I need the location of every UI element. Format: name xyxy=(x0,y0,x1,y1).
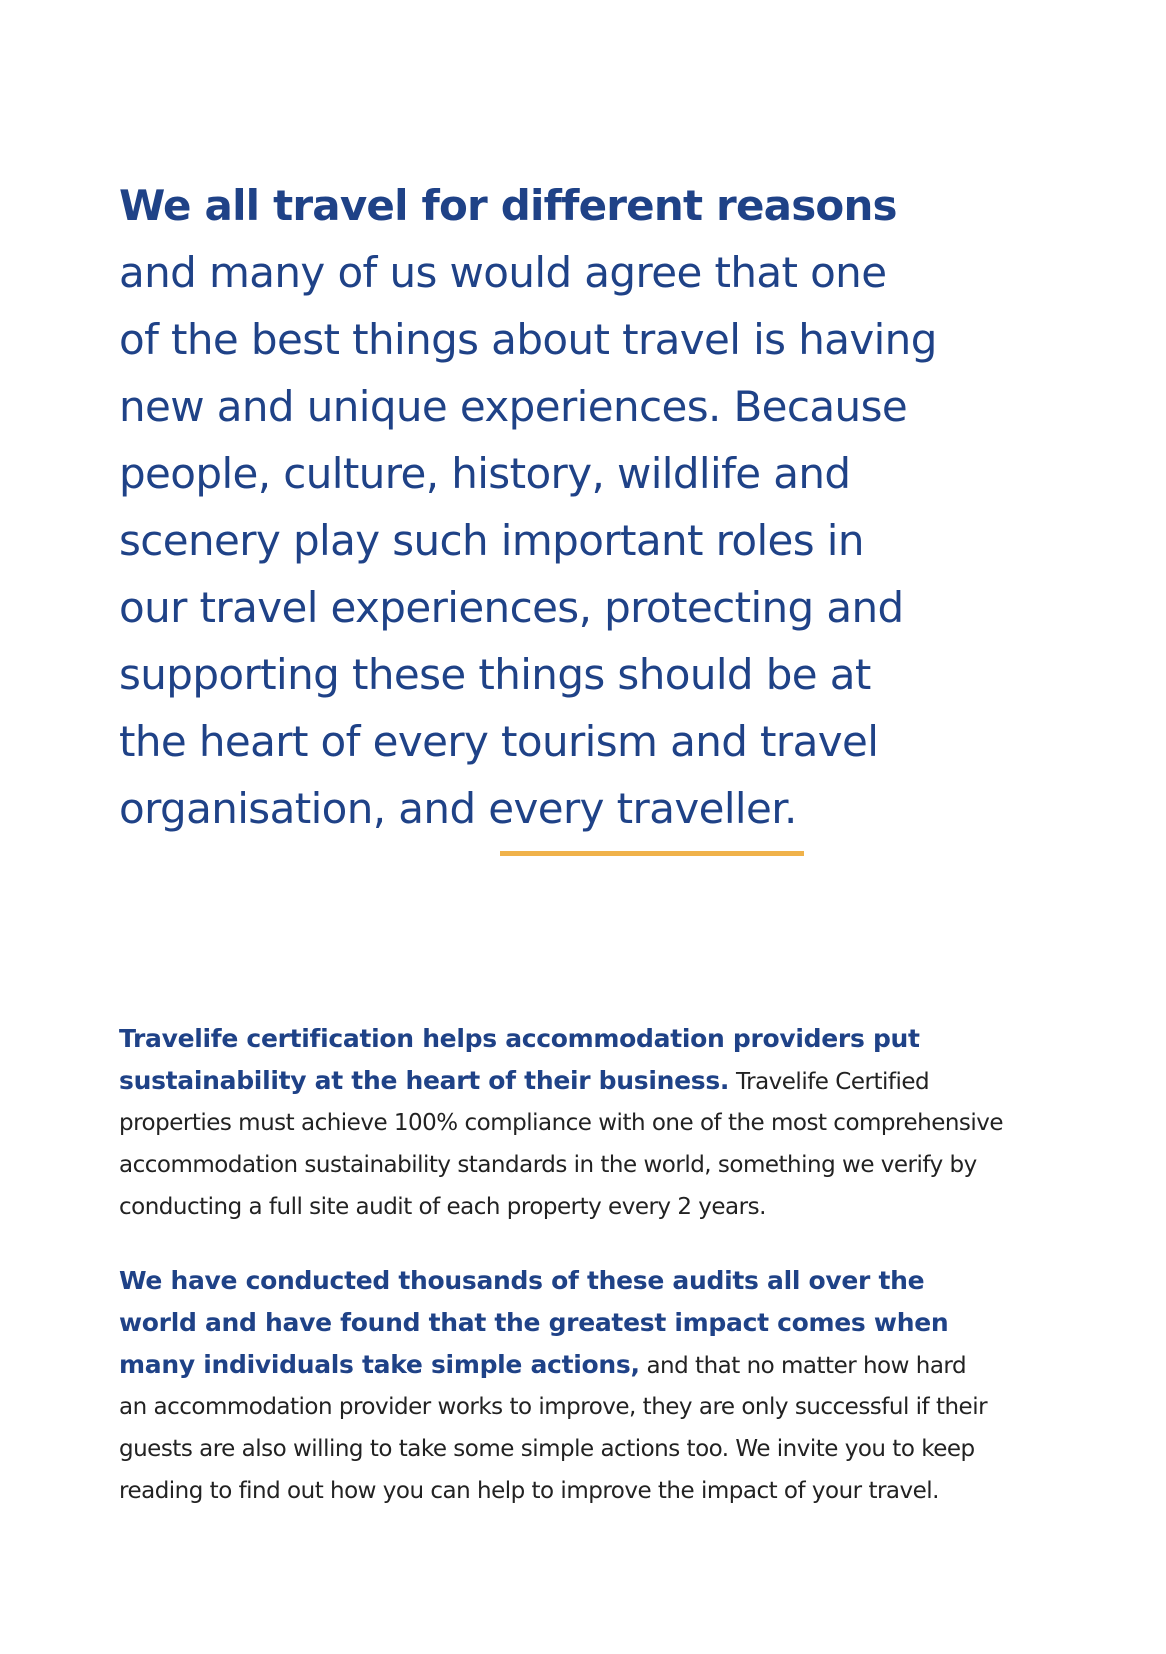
paragraph-audits xyxy=(119,1260,987,1512)
body-text: conducting a full site audit of each property every 2 years. xyxy=(119,1194,766,1220)
paragraph-certification xyxy=(119,1018,1003,1228)
intro-line: new and unique experiences. Because xyxy=(119,382,908,431)
body-text: accommodation sustainability standards in the world, something we verify by xyxy=(119,1152,977,1178)
body-text: an accommodation provider works to improve, they are only successful if their xyxy=(119,1394,988,1420)
body-text: reading to find out how you can help to improve the impact of your travel. xyxy=(119,1478,939,1504)
intro-block xyxy=(119,172,937,842)
body-text: guests are also willing to take some simple actions too. We invite you to keep xyxy=(119,1436,975,1462)
body-text: and that no matter how hard xyxy=(639,1353,967,1379)
intro-line: organisation, and every traveller. xyxy=(119,784,797,833)
lead-text: many individuals take simple actions, xyxy=(119,1350,640,1379)
accent-divider xyxy=(500,851,804,856)
intro-heading: We all travel for different reasons xyxy=(119,181,897,230)
intro-line: the heart of every tourism and travel xyxy=(119,717,879,766)
intro-line: of the best things about travel is having xyxy=(119,315,937,364)
body-text: Travelife Certified xyxy=(729,1069,930,1095)
intro-line: and many of us would agree that one xyxy=(119,248,887,297)
lead-text: We have conducted thousands of these audits all over the xyxy=(119,1266,925,1295)
intro-line: our travel experiences, protecting and xyxy=(119,583,904,632)
lead-text: world and have found that the greatest impact comes when xyxy=(119,1308,949,1337)
lead-text: Travelife certification helps accommodation providers put xyxy=(119,1024,920,1053)
intro-line: people, culture, history, wildlife and xyxy=(119,449,851,498)
intro-line: supporting these things should be at xyxy=(119,650,871,699)
intro-line: scenery play such important roles in xyxy=(119,516,864,565)
body-text: properties must achieve 100% compliance with one of the most comprehensive xyxy=(119,1110,1004,1136)
lead-text: sustainability at the heart of their business. xyxy=(119,1066,730,1095)
